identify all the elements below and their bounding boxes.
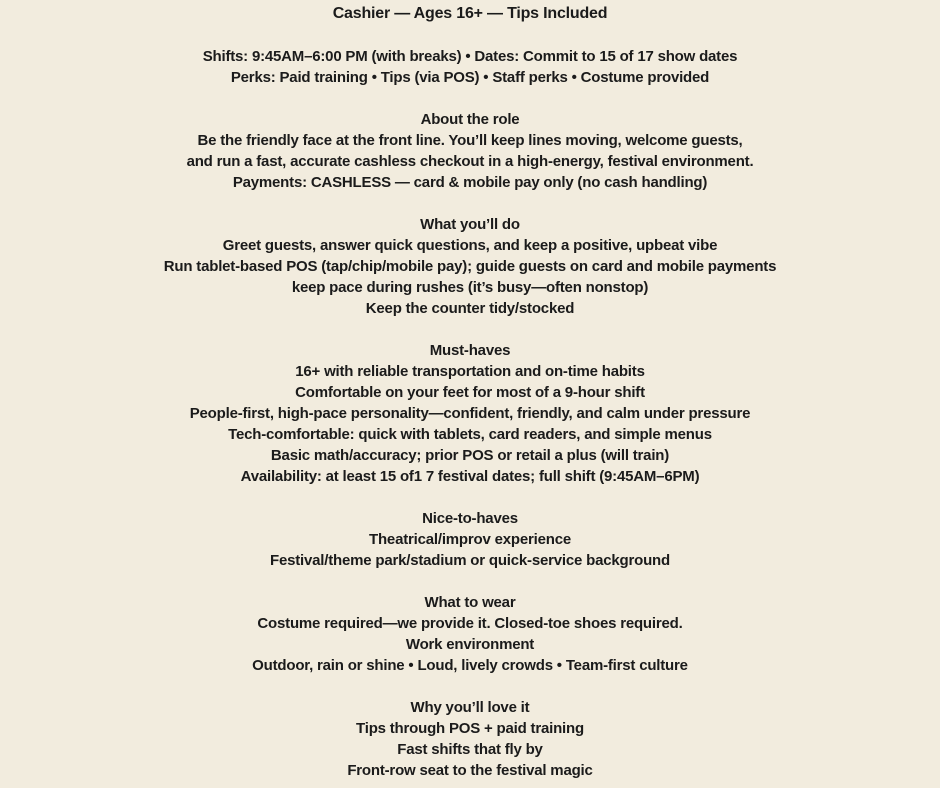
text-line: Theatrical/improv experience xyxy=(369,531,571,548)
text-line: Comfortable on your feet for most of a 9-hour shift xyxy=(295,384,645,401)
section xyxy=(0,109,940,193)
text-line: Shifts: 9:45AM–6:00 PM (with breaks) • Dates: Commit to 15 of 17 show dates xyxy=(202,48,738,65)
text-line: Front-row seat to the festival magic xyxy=(347,762,593,779)
text-line: Outdoor, rain or shine • Loud, lively crowds • Team-first culture xyxy=(252,657,688,674)
text-line: Run tablet-based POS (tap/chip/mobile pay); guide guests on card and mobile payments xyxy=(163,258,777,275)
section-heading: What to wear xyxy=(424,594,516,611)
text-line: keep pace during rushes (it’s busy—often nonstop) xyxy=(291,279,649,296)
section xyxy=(0,214,940,319)
text-line: Be the friendly face at the front line. You’ll keep lines moving, welcome guests, xyxy=(197,132,743,149)
text-line: Basic math/accuracy; prior POS or retail a plus (will train) xyxy=(270,447,670,464)
text-line: Perks: Paid training • Tips (via POS) • Staff perks • Costume provided xyxy=(230,69,710,86)
section-heading: Why you’ll love it xyxy=(410,699,530,716)
text-line: and run a fast, accurate cashless checkout in a high-energy, festival environment. xyxy=(186,153,754,170)
section xyxy=(0,508,940,571)
text-line: 16+ with reliable transportation and on-time habits xyxy=(295,363,645,380)
text-line: Keep the counter tidy/stocked xyxy=(365,300,575,317)
text-line: Fast shifts that fly by xyxy=(397,741,543,758)
text-line: Festival/theme park/stadium or quick-service background xyxy=(270,552,670,569)
text-line: People-first, high-pace personality—confident, friendly, and calm under pressure xyxy=(189,405,751,422)
text-line: Work environment xyxy=(405,636,535,653)
sections-container xyxy=(0,46,940,781)
text-line: Payments: CASHLESS — card & mobile pay only (no cash handling) xyxy=(232,174,708,191)
text-line: Availability: at least 15 of1 7 festival dates; full shift (9:45AM–6PM) xyxy=(240,468,700,485)
section-heading: About the role xyxy=(420,111,520,128)
section-heading: What you’ll do xyxy=(420,216,520,233)
page-title: Cashier — Ages 16+ — Tips Included xyxy=(332,5,608,22)
text-line: Costume required—we provide it. Closed-toe shoes required. xyxy=(257,615,683,632)
text-line: Greet guests, answer quick questions, and keep a positive, upbeat vibe xyxy=(222,237,718,254)
section xyxy=(0,592,940,676)
section xyxy=(0,697,940,781)
section xyxy=(0,340,940,487)
section-heading: Must-haves xyxy=(429,342,511,359)
section xyxy=(0,46,940,88)
section-heading: Nice-to-haves xyxy=(422,510,518,527)
text-line: Tech-comfortable: quick with tablets, card readers, and simple menus xyxy=(228,426,712,443)
text-line: Tips through POS + paid training xyxy=(356,720,584,737)
